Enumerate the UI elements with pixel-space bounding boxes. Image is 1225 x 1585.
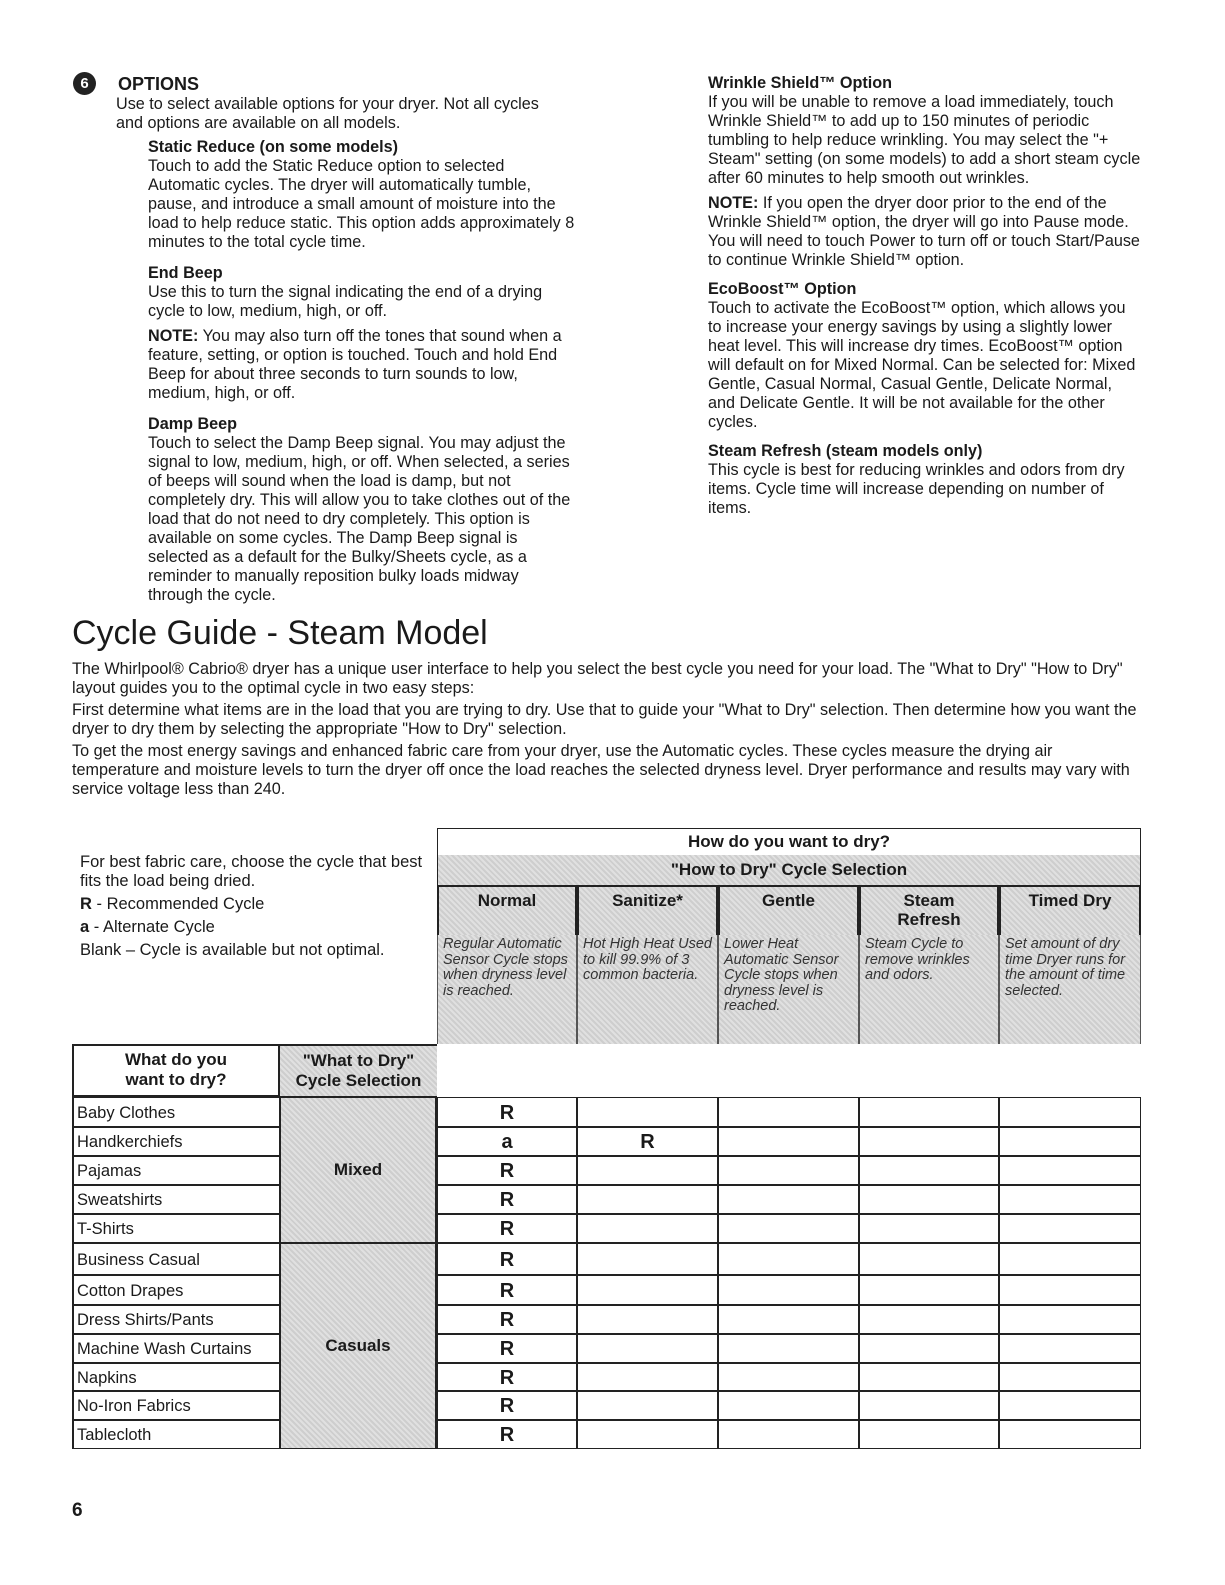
row-mark-cell [999, 1243, 1141, 1275]
static-reduce-heading: Static Reduce (on some models) [148, 138, 399, 156]
row-mark-cell [577, 1305, 718, 1334]
cycle-guide-intro [72, 660, 1142, 799]
column-header-1 [437, 885, 577, 935]
row-mark-cell [577, 1334, 718, 1363]
row-mark-cell: R [437, 1156, 577, 1185]
ecoboost-heading: EcoBoost™ Option [708, 280, 857, 298]
group-cell-casuals [280, 1243, 437, 1449]
row-mark-cell [577, 1420, 718, 1449]
row-mark-cell [718, 1156, 859, 1185]
static-reduce-body: Touch to add the Static Reduce option to selected Automatic cycles. The dryer will automatically tumble, pause, and introduce a small amount of moisture into the load to help reduce static. This option adds approximately 8 minutes to the total cycle time. [148, 157, 575, 251]
damp-beep-heading: Damp Beep [148, 415, 238, 433]
legend-r-key: R [80, 895, 92, 913]
row-item-label: Sweatshirts [72, 1185, 280, 1214]
ecoboost-body: Touch to activate the EcoBoost™ option, which allows you to increase your energy savings by using a slightly lower heat level. This will increase dry times. EcoBoost™ option will default on for Mixed Normal. Can be selected for: Mixed Gentle, Casual Normal, Casual Gentle, Delicate Normal, and Delicate Gentle. It will be not available for the other cycles. [708, 299, 1136, 431]
what-header: What do you want to dry? [125, 1050, 227, 1089]
row-mark-cell [577, 1363, 718, 1391]
row-mark-cell [859, 1185, 999, 1214]
column-description: Hot High Heat Used to kill 99.9% of 3 common bacteria. [583, 936, 712, 983]
column-description-cell [718, 935, 859, 1044]
row-mark-cell [859, 1127, 999, 1156]
options-intro-block [116, 95, 556, 133]
row-mark-cell [577, 1156, 718, 1185]
row-mark-cell [999, 1334, 1141, 1363]
row-mark-cell [718, 1305, 859, 1334]
row-mark-cell: R [437, 1391, 577, 1420]
row-mark-cell: R [437, 1305, 577, 1334]
what-sub: "What to Dry" Cycle Selection [295, 1051, 422, 1090]
wrinkle-shield-note [708, 194, 1143, 270]
legend-recommended [80, 895, 425, 914]
row-mark-cell [999, 1185, 1141, 1214]
row-mark-cell [859, 1097, 999, 1127]
row-mark-cell [999, 1156, 1141, 1185]
legend-r-text: - Recommended Cycle [91, 895, 265, 913]
row-mark-cell [718, 1127, 859, 1156]
row-mark-cell [577, 1185, 718, 1214]
options-left-column [148, 138, 578, 605]
row-mark-cell [859, 1334, 999, 1363]
column-description: Regular Automatic Sensor Cycle stops when dryness level is reached. [443, 936, 568, 999]
cycle-guide-para-1: The Whirlpool® Cabrio® dryer has a unique user interface to help you select the best cycle you need for your load. The "What to Dry" "How to Dry" layout guides you to the optimal cycle in two easy steps: [72, 660, 1123, 697]
column-description: Lower Heat Automatic Sensor Cycle stops when dryness level is reached. [724, 936, 839, 1014]
row-mark-cell [718, 1097, 859, 1127]
row-mark-cell [859, 1275, 999, 1305]
row-item-label: Business Casual [72, 1243, 280, 1275]
row-mark-cell [577, 1097, 718, 1127]
row-mark-cell [999, 1127, 1141, 1156]
row-mark-cell [859, 1214, 999, 1243]
steam-refresh-heading: Steam Refresh (steam models only) [708, 442, 983, 460]
page-number: 6 [72, 1500, 83, 1521]
row-mark-cell: R [437, 1097, 577, 1127]
row-mark-cell [718, 1185, 859, 1214]
row-mark-cell [999, 1305, 1141, 1334]
row-mark-cell [859, 1420, 999, 1449]
row-mark-cell [718, 1363, 859, 1391]
row-mark-cell [859, 1156, 999, 1185]
column-header-label: Sanitize* [612, 891, 683, 910]
row-mark-cell: R [437, 1334, 577, 1363]
how-header-cell [437, 828, 1141, 855]
column-header-5 [999, 885, 1141, 935]
end-beep-heading: End Beep [148, 264, 223, 282]
row-item-label: Handkerchiefs [72, 1127, 280, 1156]
group-cell-mixed [280, 1097, 437, 1243]
row-mark-cell [577, 1275, 718, 1305]
legend-a-key: a [80, 918, 90, 936]
options-section-badge: 6 [73, 72, 96, 95]
legend-intro: For best fabric care, choose the cycle that best fits the load being dried. [80, 853, 423, 890]
row-mark-cell [577, 1391, 718, 1420]
row-mark-cell: a [437, 1127, 577, 1156]
how-sub-cell [437, 855, 1141, 885]
row-item-label: Pajamas [72, 1156, 280, 1185]
row-item-label: Dress Shirts/Pants [72, 1305, 280, 1334]
damp-beep-body: Touch to select the Damp Beep signal. You may adjust the signal to low, medium, high, or off. When selected, a series of beeps will sound when the load is damp, but not completely dry. This will allow you to take clothes out of the load that do not need to dry completely. This option is available on some cycles. The Damp Beep signal is selected as a default for the Bulky/Sheets cycle, as a reminder to manually reposition bulky loads midway through the cycle. [148, 434, 571, 604]
row-item-label: Baby Clothes [72, 1097, 280, 1127]
row-mark-cell: R [437, 1243, 577, 1275]
row-mark-cell [999, 1275, 1141, 1305]
row-mark-cell: R [437, 1185, 577, 1214]
column-description: Steam Cycle to remove wrinkles and odors. [865, 936, 970, 983]
note-label: NOTE: [708, 194, 759, 212]
note-label: NOTE: [148, 327, 199, 345]
end-beep-body: Use this to turn the signal indicating the end of a drying cycle to low, medium, high, or off. [148, 283, 543, 320]
wrinkle-shield-heading: Wrinkle Shield™ Option [708, 74, 893, 92]
row-mark-cell [999, 1420, 1141, 1449]
what-sub-cell [280, 1044, 437, 1097]
cycle-guide-para-2: First determine what items are in the load that you are trying to dry. Use that to guide your "What to Dry" selection. Then determine how you want the dryer to dry them by selecting the appropriate "How to Dry" selection. [72, 701, 1137, 738]
row-item-label: Napkins [72, 1363, 280, 1391]
column-header-2 [577, 885, 718, 935]
row-mark-cell [577, 1214, 718, 1243]
column-header-label: Timed Dry [1028, 891, 1112, 910]
column-description-cell [859, 935, 999, 1044]
row-mark-cell [999, 1391, 1141, 1420]
row-mark-cell [718, 1275, 859, 1305]
column-header-label: Gentle [762, 891, 815, 910]
options-heading: OPTIONS [118, 74, 200, 94]
row-mark-cell [718, 1334, 859, 1363]
how-header: How do you want to dry? [687, 832, 891, 851]
row-mark-cell [859, 1391, 999, 1420]
group-label: Mixed [333, 1160, 383, 1179]
row-mark-cell [718, 1420, 859, 1449]
row-mark-cell: R [437, 1420, 577, 1449]
how-sub: "How to Dry" Cycle Selection [670, 860, 908, 879]
row-item-label: Tablecloth [72, 1420, 280, 1449]
options-intro: Use to select available options for your dryer. Not all cycles and options are available on all models. [116, 95, 539, 132]
column-header-label: Normal [477, 891, 537, 910]
column-description-cell [999, 935, 1141, 1044]
legend-alternate [80, 918, 425, 937]
steam-refresh-body: This cycle is best for reducing wrinkles and odors from dry items. Cycle time will increase depending on number of items. [708, 461, 1125, 517]
row-mark-cell [859, 1363, 999, 1391]
row-mark-cell: R [437, 1275, 577, 1305]
row-mark-cell [718, 1391, 859, 1420]
column-header-4 [859, 885, 999, 935]
row-mark-cell [999, 1214, 1141, 1243]
row-mark-cell [718, 1243, 859, 1275]
what-header-cell [72, 1044, 280, 1097]
row-mark-cell [859, 1305, 999, 1334]
options-right-column [708, 74, 1143, 518]
wrinkle-shield-body: If you will be unable to remove a load immediately, touch Wrinkle Shield™ to add up to 150 minutes of periodic tumbling to help reduce wrinkling. You may select the "+ Steam" setting (on some models) to add a short steam cycle after 60 minutes to help smooth out wrinkles. [708, 93, 1141, 187]
column-description: Set amount of dry time Dryer runs for the amount of time selected. [1005, 936, 1126, 999]
row-mark-cell [577, 1243, 718, 1275]
row-mark-cell [718, 1214, 859, 1243]
row-mark-cell: R [437, 1214, 577, 1243]
row-item-label: T-Shirts [72, 1214, 280, 1243]
row-mark-cell [999, 1363, 1141, 1391]
row-item-label: Machine Wash Curtains [72, 1334, 280, 1363]
row-item-label: No-Iron Fabrics [72, 1391, 280, 1420]
column-header-label: Steam Refresh [897, 891, 961, 929]
cycle-guide-para-3: To get the most energy savings and enhanced fabric care from your dryer, use the Automatic cycles. These cycles measure the drying air temperature and moisture levels to turn the dryer off once the load reaches the selected dryness level. Dryer performance and results may vary with service voltage less than 240. [72, 742, 1130, 798]
row-mark-cell [999, 1097, 1141, 1127]
column-description-cell [437, 935, 577, 1044]
row-mark-cell: R [437, 1363, 577, 1391]
column-description-cell [577, 935, 718, 1044]
end-beep-note [148, 327, 578, 403]
end-beep-note-text: You may also turn off the tones that sound when a feature, setting, or option is touched. Touch and hold End Beep for about three seconds to turn sounds to low, medium, high, or off. [148, 327, 562, 402]
legend [80, 853, 425, 960]
row-mark-cell [859, 1243, 999, 1275]
wrinkle-shield-note-text: If you open the dryer door prior to the end of the Wrinkle Shield™ option, the dryer will go into Pause mode. You will need to touch Power to turn off or touch Start/Pause to continue Wrinkle Shield™ option. [708, 194, 1140, 269]
column-header-3 [718, 885, 859, 935]
legend-a-text: - Alternate Cycle [89, 918, 215, 936]
row-item-label: Cotton Drapes [72, 1275, 280, 1305]
legend-blank: Blank – Cycle is available but not optimal. [80, 941, 385, 959]
group-label: Casuals [325, 1336, 391, 1355]
row-mark-cell: R [577, 1127, 718, 1156]
cycle-guide-title: Cycle Guide - Steam Model [72, 614, 488, 652]
